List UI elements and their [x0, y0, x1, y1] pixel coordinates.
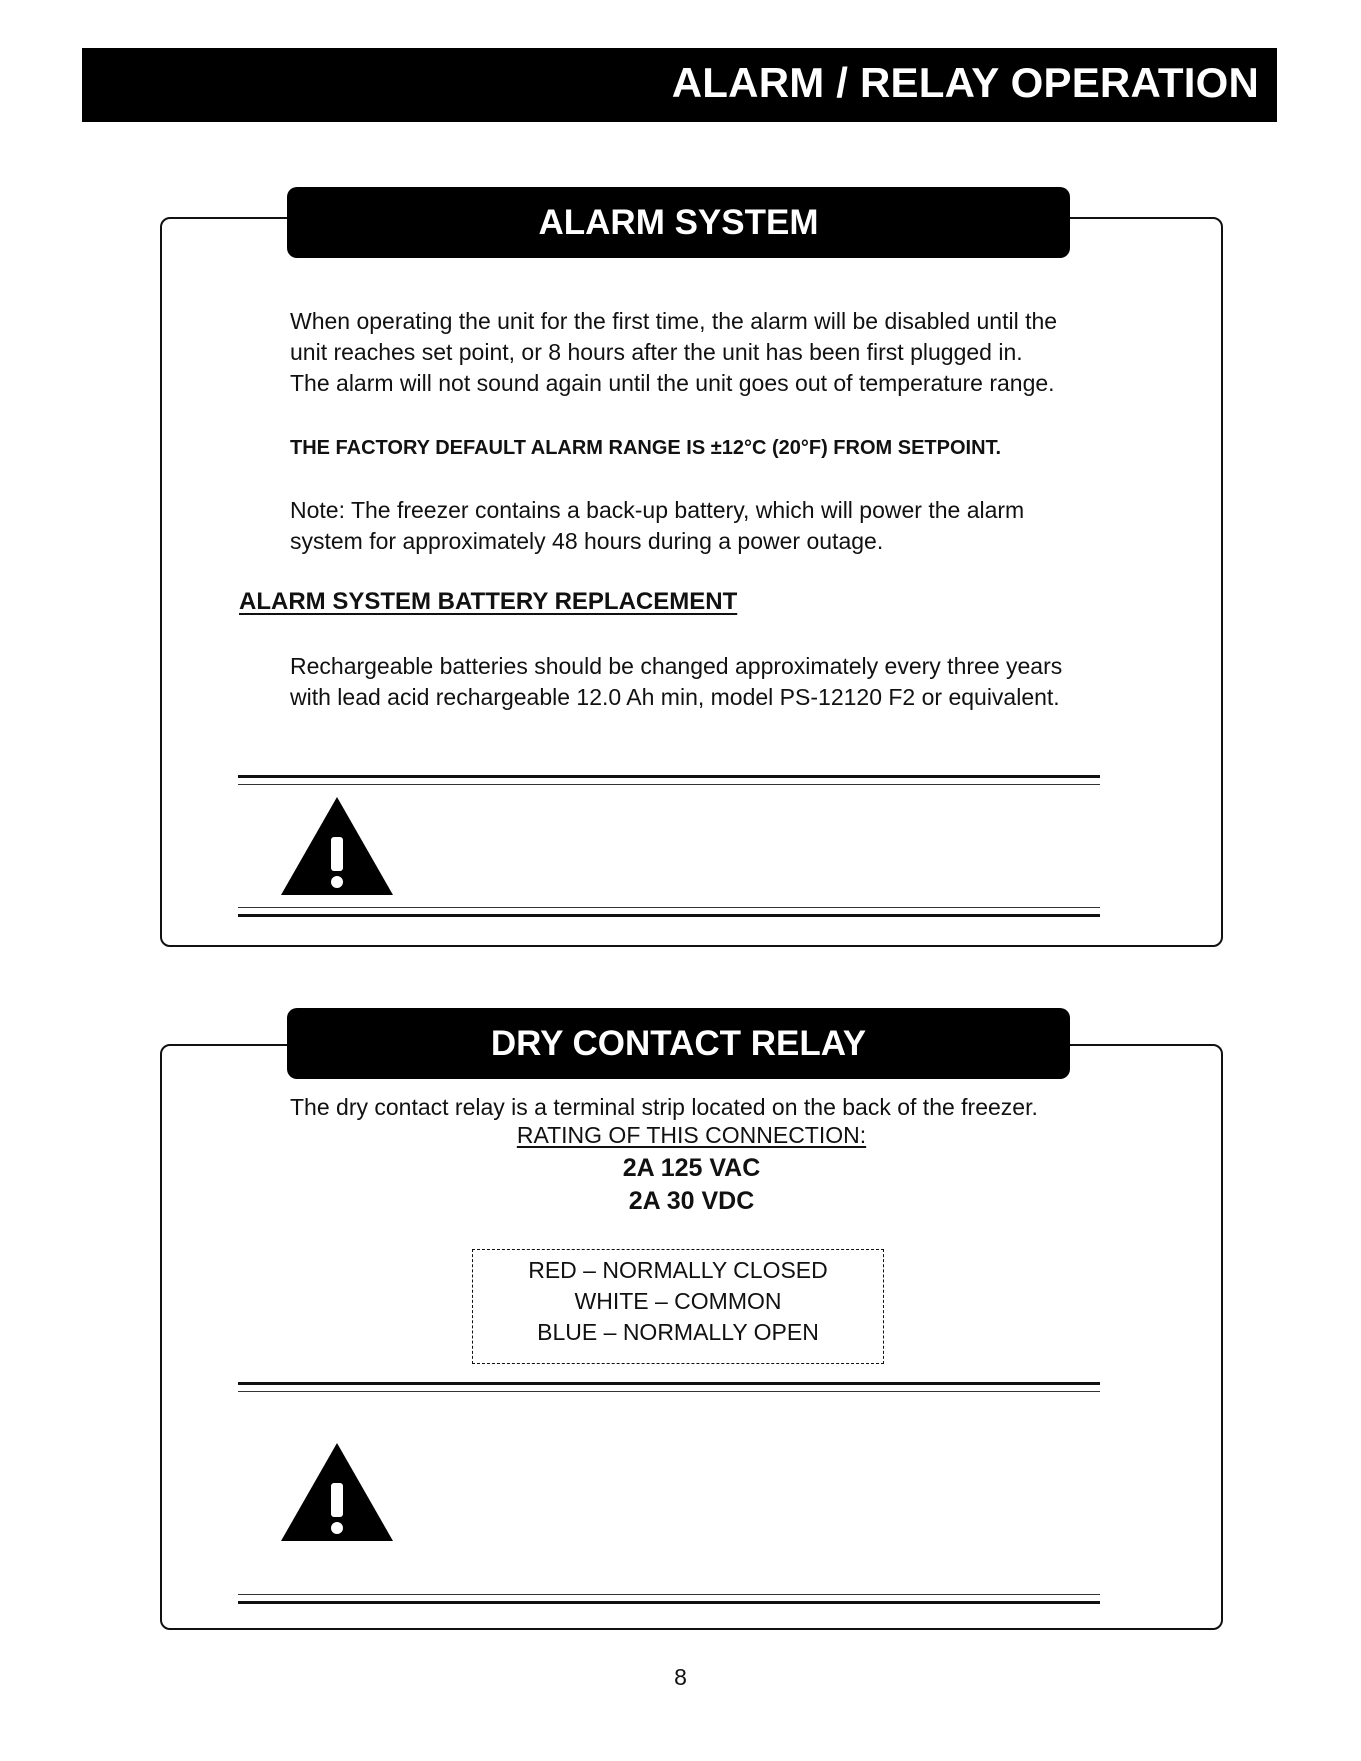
divider	[238, 1594, 1100, 1595]
divider	[238, 907, 1100, 908]
divider	[238, 1382, 1100, 1385]
battery-replacement-line: with lead acid rechargeable 12.0 Ah min, model PS-12120 F2 or equivalent.	[290, 684, 1060, 710]
page-title: ALARM / RELAY OPERATION	[671, 59, 1259, 106]
battery-replacement-heading: ALARM SYSTEM BATTERY REPLACEMENT	[239, 588, 738, 615]
default-alarm-range: THE FACTORY DEFAULT ALARM RANGE IS ±12°C (20°F) FROM SETPOINT.	[290, 437, 1002, 459]
battery-note-line: system for approximately 48 hours during a power outage.	[290, 528, 884, 554]
divider	[238, 914, 1100, 917]
alarm-intro-line: When operating the unit for the first time, the alarm will be disabled until the	[290, 308, 1058, 334]
rating-label-row	[160, 1122, 1223, 1149]
wire-blue-label: BLUE – NORMALLY OPEN	[537, 1319, 819, 1345]
battery-replacement-line: Rechargeable batteries should be changed approximately every three years	[290, 653, 1063, 679]
divider	[238, 1601, 1100, 1604]
alarm-intro-line: unit reaches set point, or 8 hours after the unit has been first plugged in.	[290, 339, 1023, 365]
wire-color-legend	[472, 1249, 884, 1364]
rating-ac: 2A 125 VAC	[622, 1154, 761, 1182]
page-number: 8	[674, 1664, 687, 1690]
warning-triangle-icon	[281, 797, 393, 895]
divider	[238, 1391, 1100, 1392]
page-header	[82, 48, 1277, 122]
battery-note-paragraph	[290, 495, 1140, 557]
divider	[238, 775, 1100, 778]
relay-intro: The dry contact relay is a terminal strip located on the back of the freezer.	[290, 1094, 1038, 1120]
dry-contact-relay-banner: DRY CONTACT RELAY	[287, 1008, 1070, 1079]
rating-label: RATING OF THIS CONNECTION:	[516, 1122, 867, 1148]
alarm-system-banner: ALARM SYSTEM	[287, 187, 1070, 258]
alarm-intro-paragraph	[290, 306, 1140, 399]
battery-replacement-paragraph	[290, 651, 1140, 713]
battery-note-line: Note: The freezer contains a back-up battery, which will power the alarm	[290, 497, 1025, 523]
divider	[238, 784, 1100, 785]
alarm-intro-line: The alarm will not sound again until the unit goes out of temperature range.	[290, 370, 1055, 396]
wire-red-label: RED – NORMALLY CLOSED	[528, 1257, 828, 1283]
rating-dc: 2A 30 VDC	[628, 1187, 755, 1215]
warning-triangle-icon	[281, 1443, 393, 1541]
wire-white-label: WHITE – COMMON	[574, 1288, 782, 1314]
